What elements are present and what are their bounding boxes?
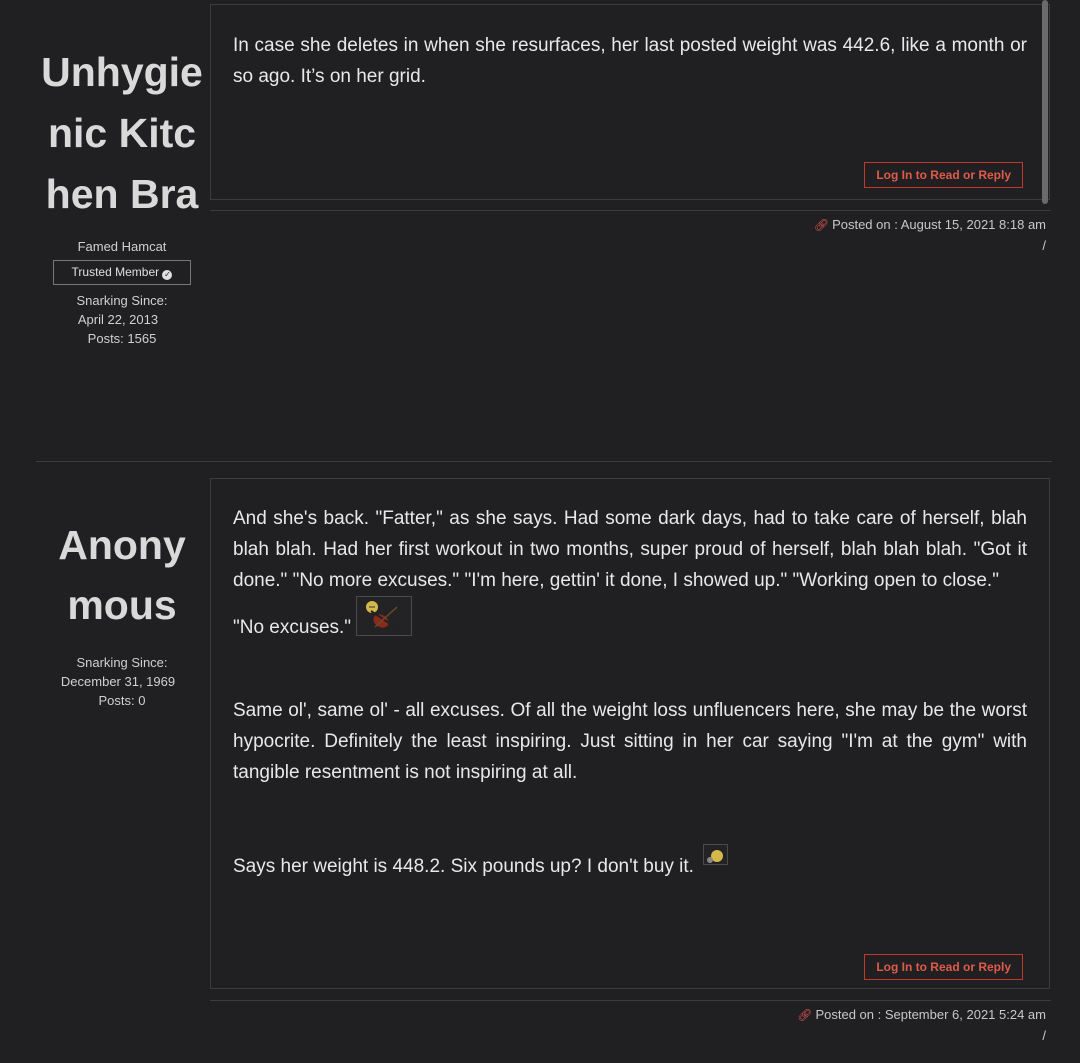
author-name[interactable]: Unhygienic Kitchen Bra bbox=[41, 49, 203, 217]
login-reply-button[interactable]: Log In to Read or Reply bbox=[864, 162, 1023, 188]
post-footer-divider bbox=[210, 1000, 1051, 1001]
scrollbar[interactable] bbox=[1042, 0, 1048, 204]
login-reply-button[interactable]: Log In to Read or Reply bbox=[864, 954, 1023, 980]
snarking-since-label: Snarking Since: bbox=[76, 293, 168, 308]
post-content bbox=[210, 4, 1050, 200]
post-author-panel bbox=[36, 42, 208, 348]
post-body-paragraph bbox=[211, 844, 1049, 882]
post-slash: / bbox=[1042, 238, 1046, 253]
post-slash: / bbox=[1042, 1028, 1046, 1043]
snarking-since-date: April 22, 2013 bbox=[77, 312, 159, 327]
smiley-emoji-icon bbox=[703, 844, 728, 865]
badge-label: Trusted Member bbox=[71, 265, 160, 279]
posts-count: Posts: 1565 bbox=[87, 331, 157, 346]
violin-smiley-icon bbox=[356, 596, 412, 636]
post-footer-divider bbox=[210, 210, 1051, 211]
post-body-paragraph bbox=[211, 596, 1049, 643]
author-rank: Famed Hamcat bbox=[77, 239, 167, 254]
post-separator bbox=[36, 461, 1052, 462]
post-content bbox=[210, 478, 1050, 989]
post-body-paragraph: In case she deletes in when she resurfaces, her last posted weight was 442.6, like a month or so ago. It’s on her grid. bbox=[233, 35, 1027, 87]
weight-text: Says her weight is 448.2. Six pounds up? I don't buy it. bbox=[233, 856, 694, 877]
post-author-panel bbox=[36, 515, 208, 710]
post-timestamp[interactable] bbox=[797, 1007, 1046, 1022]
check-circle-icon: ✓ bbox=[164, 270, 171, 279]
posted-on-text: Posted on : August 15, 2021 8:18 am bbox=[832, 217, 1046, 232]
posts-count: Posts: 0 bbox=[98, 693, 146, 708]
quote-text: "No excuses." bbox=[233, 617, 352, 638]
trusted-member-badge bbox=[53, 260, 191, 285]
link-icon[interactable]: 🔗︎ bbox=[813, 218, 830, 232]
snarking-since-date: December 31, 1969 bbox=[60, 674, 176, 689]
posted-on-text: Posted on : September 6, 2021 5:24 am bbox=[815, 1007, 1046, 1022]
link-icon[interactable]: 🔗︎ bbox=[797, 1008, 813, 1022]
snarking-since-label: Snarking Since: bbox=[76, 655, 168, 670]
post-body-paragraph: Same ol', same ol' - all excuses. Of all the weight loss unfluencers here, she may be the worst hypocrite. Definitely the least inspiring. Just sitting in her car saying "I'm at the gym" with tangible resentment is not inspiring at all. bbox=[233, 700, 1027, 783]
post-timestamp[interactable] bbox=[814, 217, 1046, 232]
post-body-paragraph: And she's back. "Fatter," as she says. Had some dark days, had to take care of herself, blah blah blah. Had her first workout in two months, super proud of herself, blah blah blah. "Got it done." "No more excuses." "I'm here, gettin' it done, I showed up." "Working open to close." bbox=[233, 508, 1027, 591]
author-name[interactable]: Anonymous bbox=[58, 522, 186, 628]
